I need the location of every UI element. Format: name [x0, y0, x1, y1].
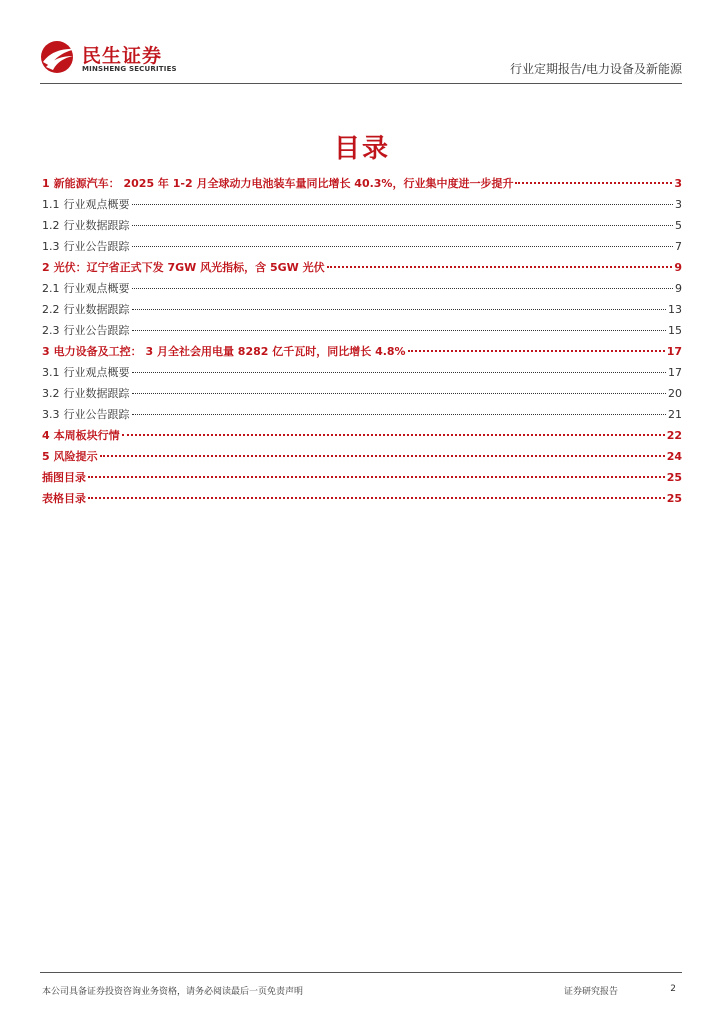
- toc-entry-number: 1.2: [42, 219, 60, 232]
- toc-entry-number: 3.3: [42, 408, 60, 421]
- toc-entry-page: 25: [666, 492, 682, 505]
- toc-entry-number: 5: [42, 450, 50, 463]
- toc-entry-page: 9: [674, 261, 682, 274]
- toc-entry-label: 表格目录: [42, 492, 86, 505]
- toc-entry-section[interactable]: [42, 467, 682, 488]
- report-type-label: 行业定期报告/电力设备及新能源: [509, 62, 682, 76]
- toc-dot-leader: [132, 309, 667, 310]
- toc-dot-leader: [132, 330, 667, 331]
- toc-entry-page: 22: [666, 429, 682, 442]
- toc-dot-leader: [408, 350, 665, 352]
- toc-entry-number: 1.1: [42, 198, 60, 211]
- toc-dot-leader: [132, 393, 667, 394]
- toc-entry-label: 本周板块行情: [53, 429, 120, 442]
- toc-entry-label: 行业观点概要: [63, 282, 130, 295]
- toc-entry-label: 新能源汽车： 2025 年 1-2 月全球动力电池装车量同比增长 40.3%，行业集中度进一步提升: [53, 177, 514, 190]
- toc-dot-leader: [132, 204, 674, 205]
- toc-dot-leader: [88, 476, 665, 478]
- toc-dot-leader: [132, 414, 667, 415]
- minsheng-logo-icon: [40, 40, 78, 74]
- toc-entry-number: 2: [42, 261, 50, 274]
- toc-entry-number: 3.1: [42, 366, 60, 379]
- toc-entry-number: 2.2: [42, 303, 60, 316]
- toc-entry-section[interactable]: [42, 341, 682, 362]
- toc-entry-section[interactable]: [42, 425, 682, 446]
- toc-dot-leader: [100, 455, 665, 457]
- toc-entry-number: 4: [42, 429, 50, 442]
- toc-entry-subsection[interactable]: [42, 215, 682, 236]
- toc-dot-leader: [132, 372, 667, 373]
- logo-english-text: MINSHENG SECURITIES: [82, 65, 177, 73]
- toc-entry-section[interactable]: [42, 488, 682, 509]
- toc-entry-number: 3.2: [42, 387, 60, 400]
- toc-dot-leader: [88, 497, 665, 499]
- toc-entry-label: 插图目录: [42, 471, 86, 484]
- toc-entry-label: 光伏：辽宁省正式下发 7GW 风光指标，含 5GW 光伏: [53, 261, 325, 274]
- toc-entry-number: 1: [42, 177, 50, 190]
- toc-entry-page: 24: [666, 450, 682, 463]
- toc-entry-label: 行业数据跟踪: [63, 219, 130, 232]
- page-header: [40, 38, 682, 84]
- toc-entry-page: 9: [675, 282, 682, 295]
- toc-entry-label: 风险提示: [53, 450, 98, 463]
- toc-entry-label: 电力设备及工控： 3 月全社会用电量 8282 亿千瓦时，同比增长 4.8%: [53, 345, 406, 358]
- minsheng-logo: [40, 38, 180, 78]
- toc-entry-subsection[interactable]: [42, 362, 682, 383]
- page-footer: [40, 972, 682, 1002]
- toc-entry-page: 3: [674, 177, 682, 190]
- toc-entry-subsection[interactable]: [42, 278, 682, 299]
- toc-entry-subsection[interactable]: [42, 383, 682, 404]
- toc-entry-page: 25: [666, 471, 682, 484]
- toc-entry-subsection[interactable]: [42, 194, 682, 215]
- toc-entry-subsection[interactable]: [42, 404, 682, 425]
- toc-entry-label: 行业数据跟踪: [63, 387, 130, 400]
- toc-entry-number: 2.3: [42, 324, 60, 337]
- toc-entry-page: 3: [675, 198, 682, 211]
- toc-entry-page: 7: [675, 240, 682, 253]
- toc-entry-label: 行业数据跟踪: [63, 303, 130, 316]
- toc-dot-leader: [122, 434, 665, 436]
- toc-dot-leader: [327, 266, 673, 268]
- toc-entry-page: 21: [668, 408, 682, 421]
- toc-entry-subsection[interactable]: [42, 299, 682, 320]
- footer-divider: [40, 972, 682, 973]
- footer-disclaimer: 本公司具备证券投资咨询业务资格，请务必阅读最后一页免责声明: [42, 987, 304, 997]
- toc-dot-leader: [515, 182, 672, 184]
- toc-entry-number: 1.3: [42, 240, 60, 253]
- toc-entry-number: 3: [42, 345, 50, 358]
- toc-entry-label: 行业观点概要: [63, 366, 130, 379]
- logo-chinese-text: 民生证券: [82, 45, 163, 67]
- toc-entry-section[interactable]: [42, 173, 682, 194]
- footer-doc-type: 证券研究报告: [564, 987, 619, 997]
- toc-entry-label: 行业观点概要: [63, 198, 130, 211]
- toc-entry-page: 15: [668, 324, 682, 337]
- header-divider: [40, 83, 682, 84]
- toc-entry-subsection[interactable]: [42, 320, 682, 341]
- toc-dot-leader: [132, 288, 674, 289]
- table-of-contents: [42, 173, 682, 509]
- toc-entry-label: 行业公告跟踪: [63, 324, 130, 337]
- toc-entry-page: 17: [666, 345, 682, 358]
- toc-entry-section[interactable]: [42, 257, 682, 278]
- toc-entry-page: 20: [668, 387, 682, 400]
- toc-entry-label: 行业公告跟踪: [63, 408, 130, 421]
- toc-entry-page: 17: [668, 366, 682, 379]
- toc-dot-leader: [132, 225, 674, 226]
- page-number: 2: [670, 984, 676, 994]
- toc-entry-page: 5: [675, 219, 682, 232]
- toc-entry-label: 行业公告跟踪: [63, 240, 130, 253]
- toc-entry-subsection[interactable]: [42, 236, 682, 257]
- toc-entry-page: 13: [668, 303, 682, 316]
- toc-title: 目录: [333, 134, 390, 164]
- toc-entry-section[interactable]: [42, 446, 682, 467]
- toc-entry-number: 2.1: [42, 282, 60, 295]
- toc-dot-leader: [132, 246, 674, 247]
